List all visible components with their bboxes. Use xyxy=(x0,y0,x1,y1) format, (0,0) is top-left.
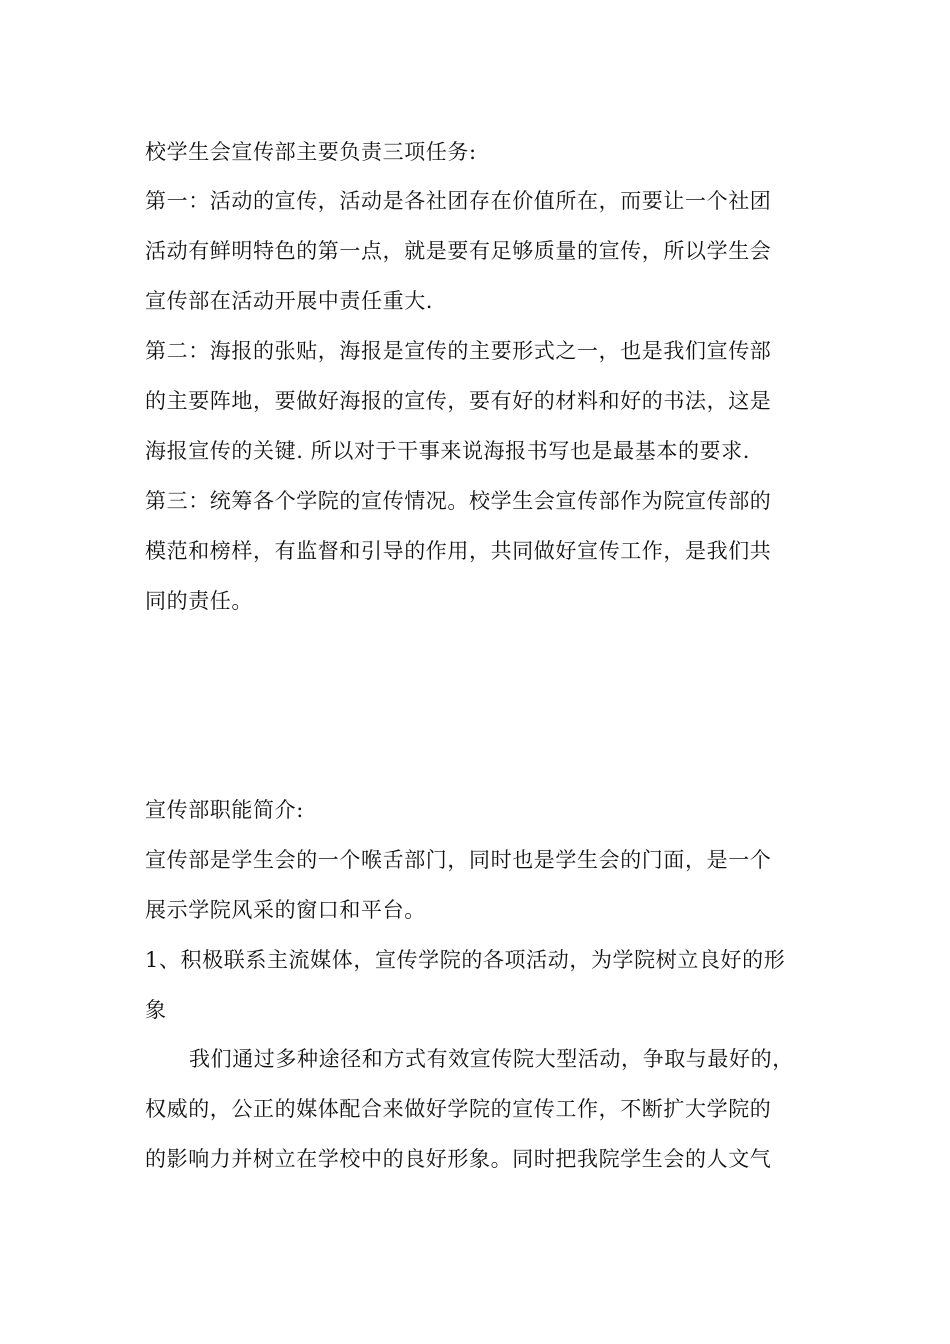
section2-heading: 宣传部职能简介: xyxy=(145,798,304,822)
section1-line-1: 第一：活动的宣传，活动是各社团存在价值所在，而要让一个社团 xyxy=(145,189,772,213)
section2-paragraph-line-3: 的影响力并树立在学校中的良好形象。同时把我院学生会的人文气 xyxy=(145,1147,772,1171)
section1-line-8: 模范和榜样，有监督和引导的作用，共同做好宣传工作，是我们共 xyxy=(145,539,772,563)
section1-line-9: 同的责任。 xyxy=(145,589,253,613)
section2-line-2: 展示学院风采的窗口和平台。 xyxy=(145,898,426,922)
section1-line-6: 海报宣传的关键. 所以对于干事来说海报书写也是最基本的要求. xyxy=(145,439,751,463)
section1-line-7: 第三：统筹各个学院的宣传情况。校学生会宣传部作为院宣传部的 xyxy=(145,489,772,513)
section2-paragraph-line-1: 我们通过多种途径和方式有效宣传院大型活动，争取与最好的， xyxy=(189,1047,794,1071)
section2-line-4: 象 xyxy=(145,998,167,1022)
section2-line-1: 宣传部是学生会的一个喉舌部门，同时也是学生会的门面，是一个 xyxy=(145,848,772,872)
section1-line-4: 第二：海报的张贴，海报是宣传的主要形式之一，也是我们宣传部 xyxy=(145,339,772,363)
section1-line-2: 活动有鲜明特色的第一点，就是要有足够质量的宣传，所以学生会 xyxy=(145,239,772,263)
section2-line-3: 1、积极联系主流媒体，宣传学院的各项活动，为学院树立良好的形 xyxy=(145,948,786,972)
section2-paragraph-line-2: 权威的，公正的媒体配合来做好学院的宣传工作，不断扩大学院的 xyxy=(145,1097,772,1121)
section1-line-3: 宣传部在活动开展中责任重大. xyxy=(145,289,434,313)
section1-line-5: 的主要阵地，要做好海报的宣传，要有好的材料和好的书法，这是 xyxy=(145,389,772,413)
section1-heading: 校学生会宣传部主要负责三项任务: xyxy=(145,140,477,164)
